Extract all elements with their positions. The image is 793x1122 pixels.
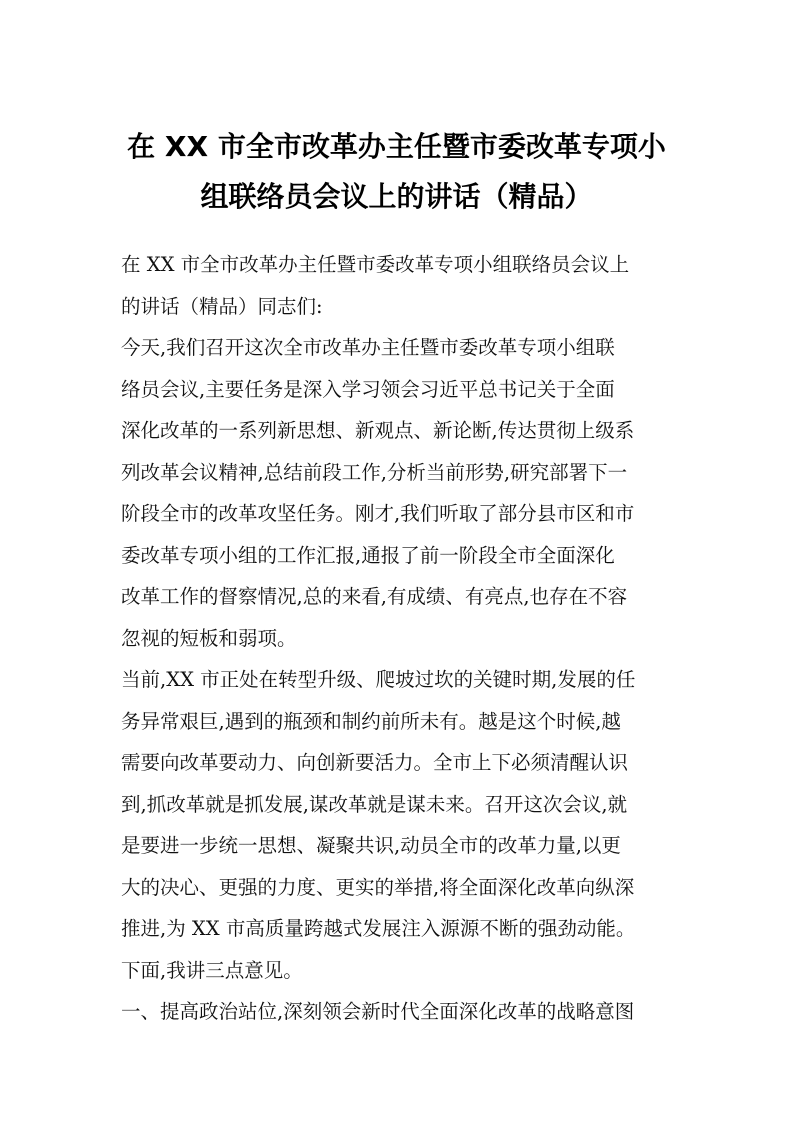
body-line: 需要向改革要动力、向创新要活力。全市上下必须清醒认识 — [121, 751, 629, 774]
body-line: 阶段全市的改革攻坚任务。刚才,我们听取了部分县市区和市 — [121, 502, 635, 525]
document-title — [96, 122, 697, 222]
body-line: 委改革专项小组的工作汇报,通报了前一阶段全市全面深化 — [121, 543, 615, 567]
body-line: 在 XX 市全市改革办主任暨市委改革专项小组联络员会议上 — [121, 253, 630, 276]
body-line: 络员会议,主要任务是深入学习领会习近平总书记关于全面 — [121, 377, 615, 401]
body-line: 推进,为 XX 市高质量跨越式发展注入源源不断的强劲动能。 — [121, 917, 636, 940]
body-line: 忽视的短板和弱项。 — [121, 626, 297, 650]
body-line: 今天,我们召开这次全市改革办主任暨市委改革专项小组联 — [121, 336, 615, 359]
title-line-2: 组联络员会议上的讲话（精品） — [200, 180, 593, 213]
body-line: 一、提高政治站位,深刻领会新时代全面深化改革的战略意图 — [121, 1000, 635, 1023]
document-body — [121, 244, 677, 1033]
body-line: 到,抓改革就是抓发展,谋改革就是谋未来。召开这次会议,就 — [121, 792, 628, 816]
body-line: 是要进一步统一思想、凝聚共识,动员全市的改革力量,以更 — [121, 834, 621, 857]
body-line: 当前,XX 市正处在转型升级、爬坡过坎的关键时期,发展的任 — [121, 668, 636, 691]
body-line: 大的决心、更强的力度、更实的举措,将全面深化改革向纵深 — [121, 875, 635, 899]
body-line: 列改革会议精神,总结前段工作,分析当前形势,研究部署下一 — [121, 460, 628, 484]
body-line: 的讲话（精品）同志们: — [121, 294, 323, 318]
body-line: 深化改革的一系列新思想、新观点、新论断,传达贯彻上级系 — [121, 419, 635, 442]
body-line: 下面,我讲三点意见。 — [121, 958, 303, 982]
body-line: 务异常艰巨,遇到的瓶颈和制约前所未有。越是这个时候,越 — [121, 709, 621, 733]
title-line-1: 在 XX 市全市改革办主任暨市委改革专项小 — [127, 130, 666, 163]
body-line: 改革工作的督察情况,总的来看,有成绩、有亮点,也存在不容 — [121, 585, 628, 608]
